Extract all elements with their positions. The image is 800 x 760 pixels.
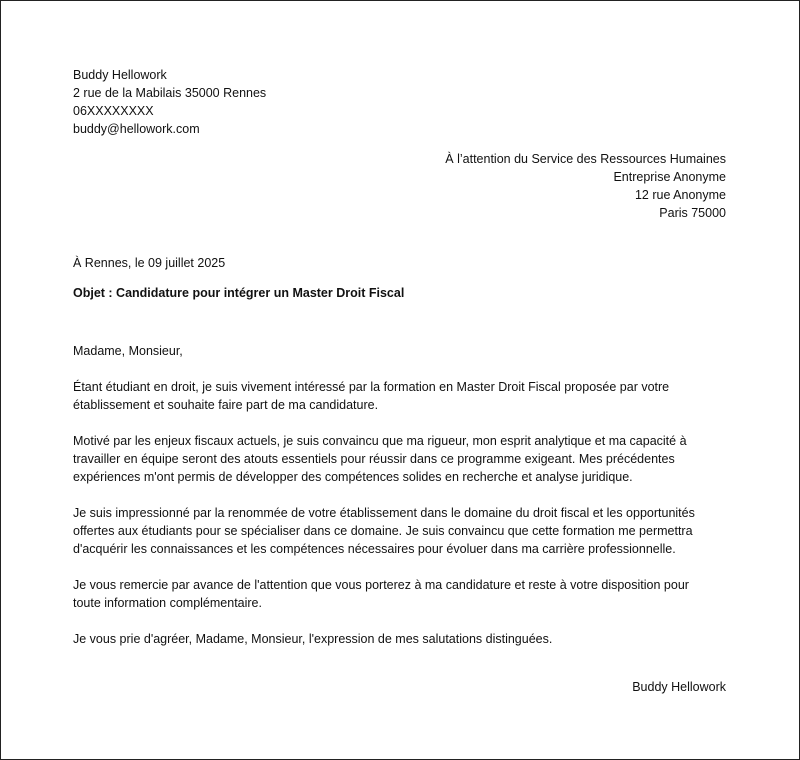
body-line: Je suis impressionné par la renommée de votre établissement dans le domaine du droit fiscal et les opportunités bbox=[73, 506, 695, 520]
sender-email: buddy@hellowork.com bbox=[73, 122, 200, 136]
salutation: Madame, Monsieur, bbox=[73, 344, 183, 358]
closing-paragraph bbox=[73, 630, 733, 648]
recipient-city: Paris 75000 bbox=[659, 206, 726, 220]
signature: Buddy Hellowork bbox=[632, 680, 726, 694]
recipient-block bbox=[445, 150, 726, 222]
body-line: établissement et souhaite faire part de ma candidature. bbox=[73, 398, 379, 412]
body-paragraph bbox=[73, 378, 733, 414]
letter-subject: Objet : Candidature pour intégrer un Master Droit Fiscal bbox=[73, 286, 405, 300]
body-paragraph bbox=[73, 504, 733, 558]
body-line: travailler en équipe seront des atouts essentiels pour réussir dans ce programme exigeant. Mes précédentes bbox=[73, 452, 675, 466]
body-paragraph bbox=[73, 432, 733, 486]
body-line: Motivé par les enjeux fiscaux actuels, je suis convaincu que ma rigueur, mon esprit analytique et ma capacité à bbox=[73, 434, 687, 448]
sender-address: 2 rue de la Mabilais 35000 Rennes bbox=[73, 86, 267, 100]
body-line: toute information complémentaire. bbox=[73, 596, 262, 610]
letter-body bbox=[73, 342, 733, 666]
body-line: Je vous remercie par avance de l'attention que vous porterez à ma candidature et reste à votre disposition pour bbox=[73, 578, 689, 592]
recipient-street: 12 rue Anonyme bbox=[634, 188, 726, 202]
body-line: d'acquérir les connaissances et les compétences nécessaires pour évoluer dans ma carrière professionnelle. bbox=[73, 542, 676, 556]
body-line: expériences m'ont permis de développer des compétences solides en recherche et analyse juridique. bbox=[73, 470, 633, 484]
body-paragraph bbox=[73, 576, 733, 612]
sender-phone: 06XXXXXXXX bbox=[73, 104, 154, 118]
body-line: Étant étudiant en droit, je suis vivement intéressé par la formation en Master Droit Fiscal proposée par votre bbox=[73, 380, 670, 394]
recipient-company: Entreprise Anonyme bbox=[613, 170, 726, 184]
date-line: À Rennes, le 09 juillet 2025 bbox=[73, 256, 226, 270]
recipient-attention: À l’attention du Service des Ressources Humaines bbox=[445, 152, 726, 166]
sender-name: Buddy Hellowork bbox=[73, 68, 167, 82]
body-line: offertes aux étudiants pour se spécialiser dans ce domaine. Je suis convaincu que cette formation me permettra bbox=[73, 524, 693, 538]
sender-block bbox=[73, 66, 266, 138]
body-line: Je vous prie d'agréer, Madame, Monsieur, l'expression de mes salutations distinguées. bbox=[73, 632, 553, 646]
